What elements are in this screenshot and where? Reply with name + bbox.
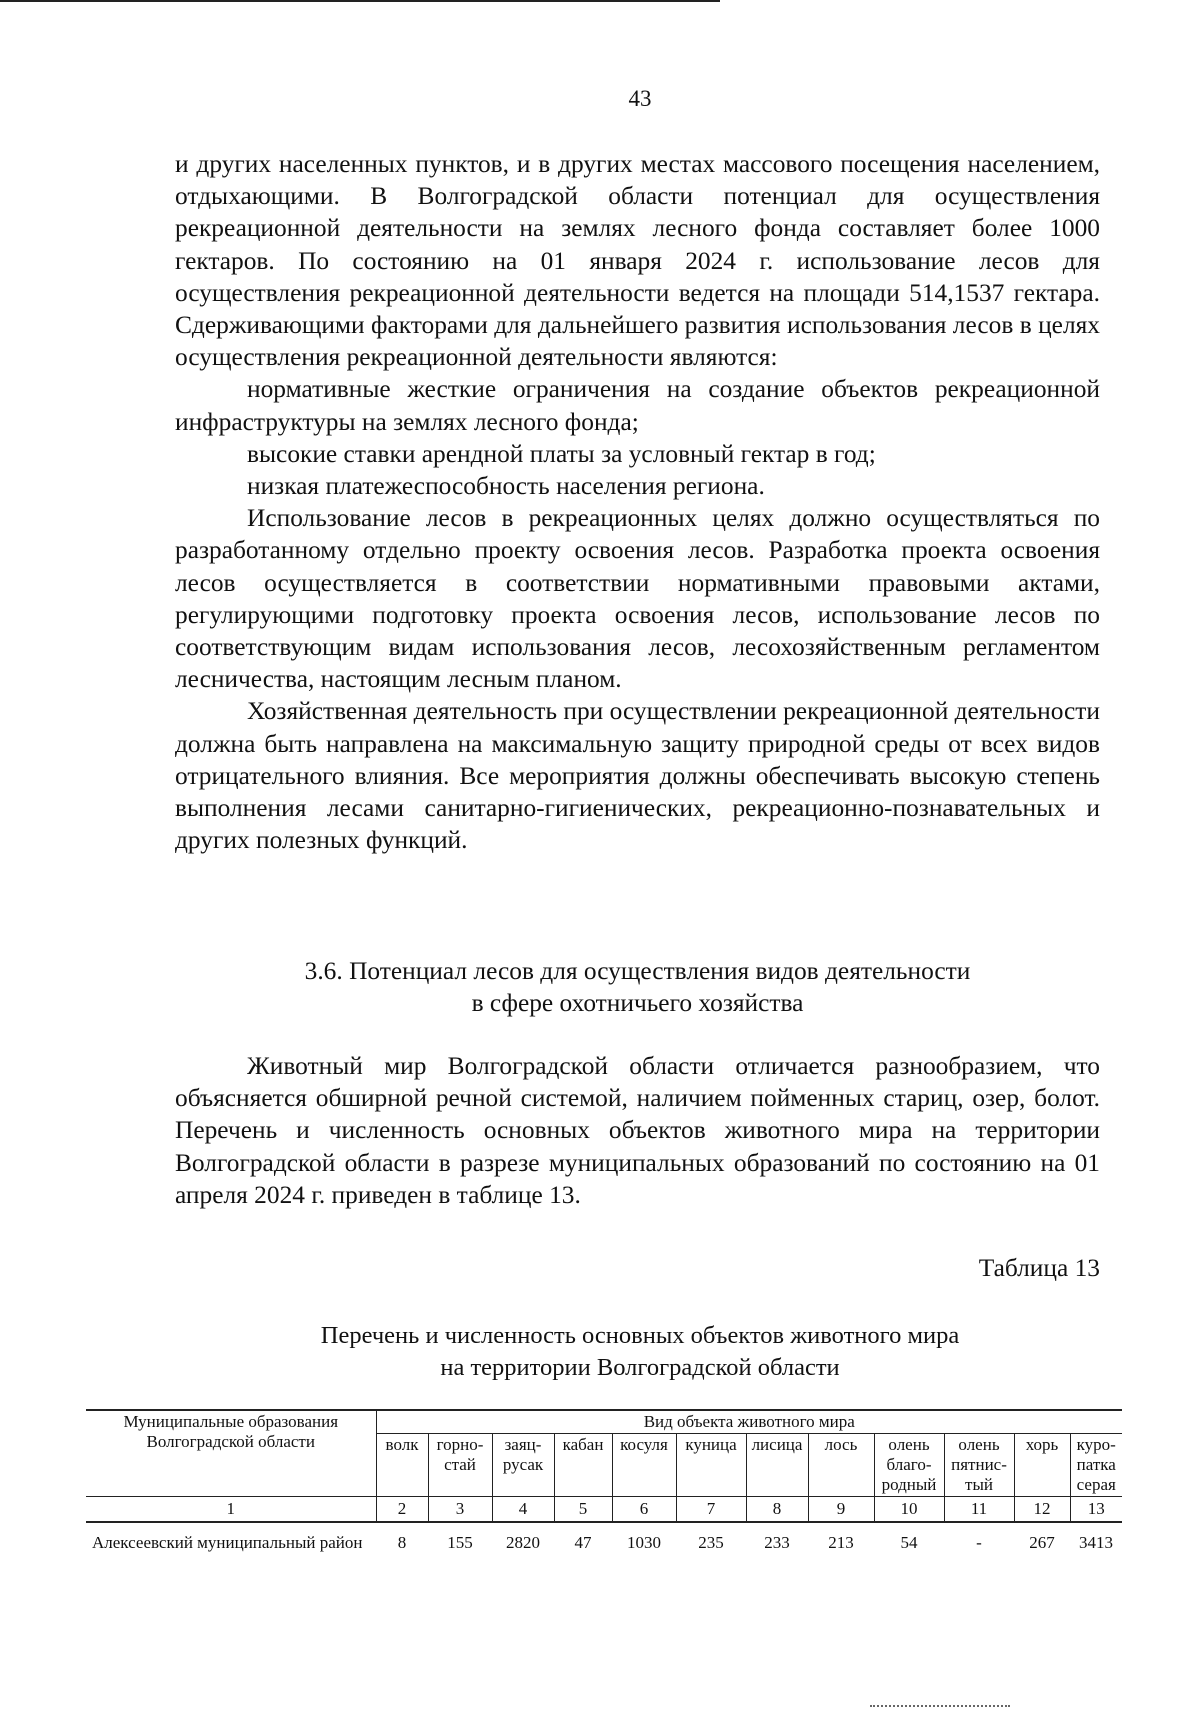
column-header: лось [808, 1434, 874, 1497]
table-cell: 47 [574, 1533, 592, 1552]
body-text [175, 148, 1100, 856]
paragraph: нормативные жесткие ограничения на создание объектов рекреационной инфраструктуры на землях лесного фонда; [175, 375, 1100, 436]
animals-table [86, 1409, 1122, 1554]
column-header: олень пятнис- тый [944, 1434, 1014, 1497]
table-cell: 8 [397, 1533, 407, 1552]
table-caption: Таблица 13 [978, 1254, 1100, 1282]
table-cell: - [976, 1533, 982, 1552]
region-header-cell [86, 1410, 376, 1497]
section-heading-line1: 3.6. Потенциал лесов для осуществления видов деятельности [304, 957, 971, 985]
column-number: 13 [1070, 1497, 1122, 1523]
column-number: 11 [944, 1497, 1014, 1523]
column-number: 8 [746, 1497, 808, 1523]
top-rule [0, 0, 720, 2]
column-header: кабан [554, 1434, 612, 1497]
column-number: 10 [874, 1497, 944, 1523]
column-header: косуля [612, 1434, 676, 1497]
region-header-line2: Волгоградской области [146, 1432, 315, 1451]
column-header: горно- стай [428, 1434, 492, 1497]
column-header: куница [676, 1434, 746, 1497]
column-number: 4 [492, 1497, 554, 1523]
table-cell: 213 [828, 1533, 854, 1552]
column-header: лисица [746, 1434, 808, 1497]
column-header: куро- патка серая [1070, 1434, 1122, 1497]
paragraph: низкая платежеспособность населения региона. [247, 472, 765, 501]
column-number: 1 [86, 1497, 376, 1523]
table-row [86, 1522, 1122, 1554]
table-title-line2: на территории Волгоградской области [440, 1354, 840, 1381]
column-number: 6 [612, 1497, 676, 1523]
paragraph: Животный мир Волгоградской области отличается разнообразием, что объясняется обширной речной системой, наличием пойменных стариц, озер, болот. Перечень и численность основных объектов животного мира на территории Волгоградской области в разрезе муниципальных образований по состоянию на 01 апреля 2024 г. приведен в таблице 13. [175, 1052, 1100, 1209]
column-number: 2 [376, 1497, 428, 1523]
table-cell: 267 [1029, 1533, 1055, 1552]
section-heading [175, 955, 1100, 1019]
column-number: 7 [676, 1497, 746, 1523]
table-cell: 155 [447, 1533, 473, 1552]
paragraph: высокие ставки арендной платы за условный гектар в год; [247, 439, 876, 468]
column-header: волк [376, 1434, 428, 1497]
table-cell: 1030 [627, 1533, 661, 1552]
table-title [0, 1320, 1200, 1384]
table-cell: 2820 [506, 1533, 540, 1552]
column-number: 5 [554, 1497, 612, 1523]
animals-paragraph-block [175, 1050, 1100, 1211]
section-heading-line2: в сфере охотничьего хозяйства [471, 989, 804, 1017]
column-header: заяц- русак [492, 1434, 554, 1497]
region-header-line1: Муниципальные образования [123, 1412, 339, 1431]
paragraph: Использование лесов в рекреационных целях должно осуществляться по разработанному отдельно проекту освоения лесов. Разработка проекта освоения лесов осуществляется в соответствии нормативными правовыми актами, регулирующими подготовку проекта освоения лесов, использование лесов по соответствующим видам использования лесов, лесохозяйственным регламентом лесничества, настоящим лесным планом. [175, 504, 1100, 694]
paragraph: и других населенных пунктов, и в других местах массового посещения населением, отдыхающими. В Волгоградской области потенциал для осуществления рекреационной деятельности на землях лесного фонда составляет более 1000 гектаров. По состоянию на 01 января 2024 г. использование лесов для осуществления рекреационной деятельности ведется на площади 514,1537 гектара. Сдерживающими факторами для дальнейшего развития использования лесов в целях осуществления рекреационной деятельности являются: [175, 150, 1100, 372]
table-cell: 54 [900, 1533, 918, 1552]
table-cell: 233 [764, 1533, 790, 1552]
table-cell: 235 [698, 1533, 724, 1552]
column-number: 9 [808, 1497, 874, 1523]
table-cell: 3413 [1079, 1533, 1113, 1552]
column-header: олень благо- родный [874, 1434, 944, 1497]
species-header: Вид объекта животного мира [376, 1410, 1122, 1434]
column-number: 12 [1014, 1497, 1070, 1523]
table-title-line1: Перечень и численность основных объектов животного мира [320, 1322, 960, 1349]
paragraph: Хозяйственная деятельность при осуществлении рекреационной деятельности должна быть направлена на максимальную защиту природной среды от всех видов отрицательного влияния. Все мероприятия должны обеспечивать высокую степень выполнения лесами санитарно-гигиенических, рекреационно-познавательных и других полезных функций. [175, 697, 1100, 855]
page-number: 43 [628, 86, 652, 111]
column-header: хорь [1014, 1434, 1070, 1497]
region-name: Алексеевский муниципальный район [92, 1533, 363, 1552]
bottom-scan-artifact [870, 1705, 1010, 1709]
column-number: 3 [428, 1497, 492, 1523]
